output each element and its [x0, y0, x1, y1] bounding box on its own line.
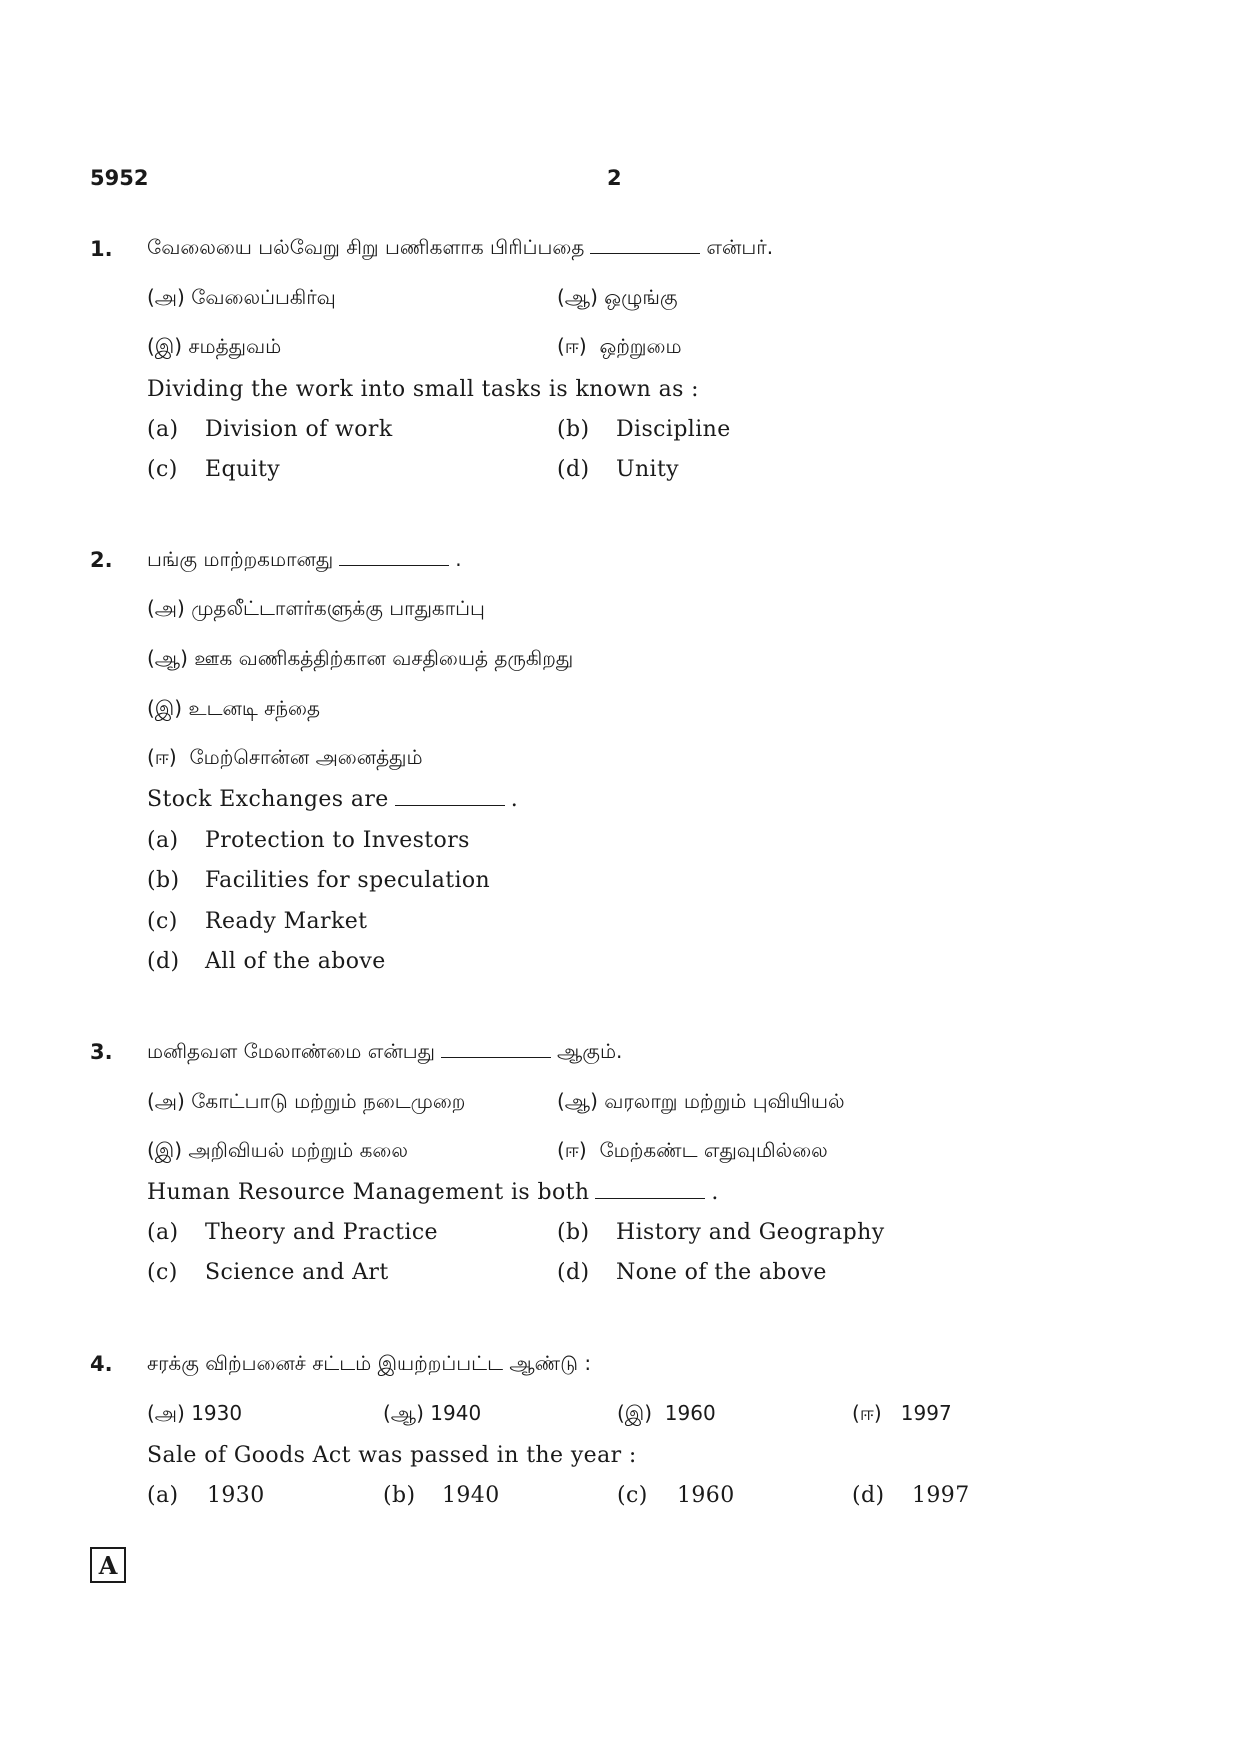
option-label: (a): [147, 828, 179, 853]
option-text: Discipline: [616, 417, 731, 442]
option-label: (b): [147, 868, 180, 893]
option-text: 1940: [442, 1483, 500, 1508]
question-number: 2.: [90, 548, 113, 572]
tamil-question-stem: மனிதவள மேலாண்மை என்பது ஆகும்.: [147, 1039, 623, 1063]
option-text: Theory and Practice: [205, 1220, 438, 1245]
option-text: Science and Art: [205, 1260, 389, 1285]
option-label: (b): [557, 417, 590, 442]
question-number: 4.: [90, 1352, 113, 1376]
option-text: Equity: [205, 457, 281, 482]
tamil-question-stem: சரக்கு விற்பனைச் சட்டம் இயற்றப்பட்ட ஆண்டு :: [147, 1351, 592, 1375]
english-question-stem: Stock Exchanges are .: [147, 787, 519, 812]
tamil-option: (ஈ) மேற்கண்ட எதுவுமில்லை: [557, 1138, 828, 1162]
tamil-option: (ஈ) 1997: [852, 1401, 952, 1425]
option-label: (a): [147, 417, 179, 442]
answer-blank: [339, 549, 449, 566]
option-label: (d): [557, 1260, 590, 1285]
option-label: (c): [617, 1483, 648, 1508]
option-text: 1930: [207, 1483, 265, 1508]
option-label: (d): [557, 457, 590, 482]
tamil-question-stem: வேலையை பல்வேறு சிறு பணிகளாக பிரிப்பதை என்பர்.: [147, 235, 774, 259]
option-text: Facilities for speculation: [205, 868, 491, 893]
tamil-option: (இ) 1960: [617, 1401, 716, 1425]
option-text: None of the above: [616, 1260, 827, 1285]
english-question-stem: Human Resource Management is both .: [147, 1180, 719, 1205]
option-text: 1997: [912, 1483, 970, 1508]
option-label: (a): [147, 1220, 179, 1245]
english-question-stem: Sale of Goods Act was passed in the year :: [147, 1443, 637, 1468]
tamil-option: (ஆ) ஊக வணிகத்திற்கான வசதியைத் தருகிறது: [147, 646, 574, 670]
tamil-option: (அ) கோட்பாடு மற்றும் நடைமுறை: [147, 1089, 466, 1113]
paper-code: 5952: [90, 166, 149, 190]
option-text: Unity: [616, 457, 680, 482]
option-label: (a): [147, 1483, 179, 1508]
page-number: 2: [607, 166, 622, 190]
option-label: (c): [147, 909, 178, 934]
option-label: (d): [852, 1483, 885, 1508]
tamil-option: (அ) 1930: [147, 1401, 243, 1425]
option-text: Protection to Investors: [205, 828, 470, 853]
option-text: All of the above: [205, 949, 386, 974]
question-number: 3.: [90, 1040, 113, 1064]
answer-blank: [595, 1182, 705, 1199]
tamil-question-stem: பங்கு மாற்றகமானது .: [147, 547, 462, 571]
tamil-option: (ஈ) ஒற்றுமை: [557, 334, 682, 358]
question-set-code-box: A: [90, 1547, 126, 1583]
answer-blank: [590, 237, 700, 254]
english-question-stem: Dividing the work into small tasks is known as :: [147, 377, 699, 402]
option-text: History and Geography: [616, 1220, 885, 1245]
option-label: (b): [383, 1483, 416, 1508]
tamil-option: (இ) அறிவியல் மற்றும் கலை: [147, 1138, 408, 1162]
tamil-option: (அ) வேலைப்பகிர்வு: [147, 285, 336, 309]
tamil-option: (அ) முதலீட்டாளர்களுக்கு பாதுகாப்பு: [147, 596, 485, 620]
answer-blank: [395, 789, 505, 806]
option-label: (c): [147, 1260, 178, 1285]
option-text: Ready Market: [205, 909, 368, 934]
option-text: Division of work: [205, 417, 393, 442]
option-label: (b): [557, 1220, 590, 1245]
tamil-option: (இ) உடனடி சந்தை: [147, 696, 321, 720]
tamil-option: (ஆ) ஒழுங்கு: [557, 285, 678, 309]
tamil-option: (ஆ) வரலாறு மற்றும் புவியியல்: [557, 1089, 845, 1113]
option-label: (c): [147, 457, 178, 482]
option-label: (d): [147, 949, 180, 974]
tamil-option: (இ) சமத்துவம்: [147, 334, 282, 358]
answer-blank: [441, 1041, 551, 1058]
tamil-option: (ஈ) மேற்சொன்ன அனைத்தும்: [147, 745, 423, 769]
tamil-option: (ஆ) 1940: [383, 1401, 482, 1425]
option-text: 1960: [677, 1483, 735, 1508]
question-number: 1.: [90, 237, 113, 261]
